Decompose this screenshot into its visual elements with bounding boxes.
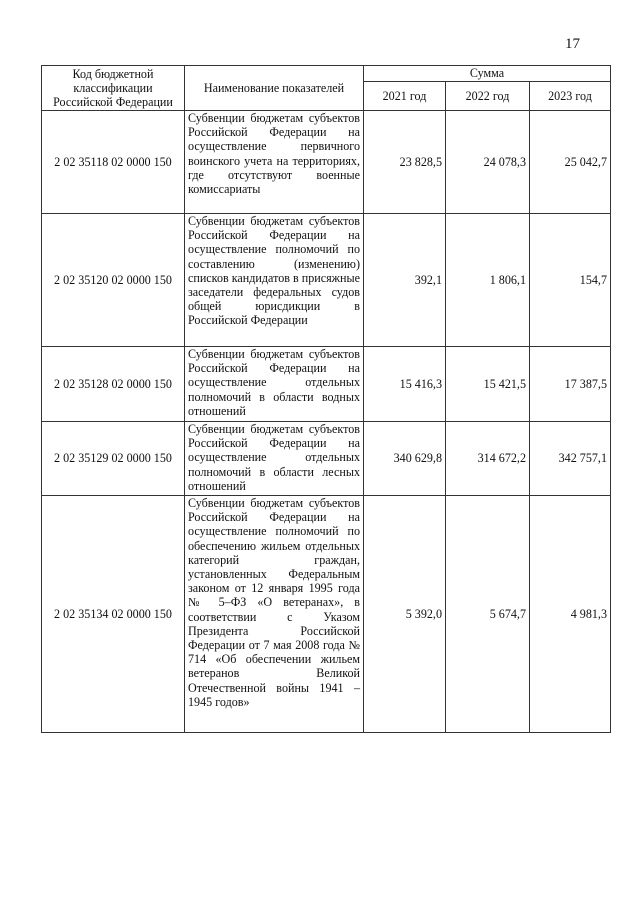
row-value-2022: 314 672,2 [446, 422, 530, 496]
table-row [42, 111, 611, 214]
row-value-2023: 25 042,7 [530, 111, 611, 214]
row-code: 2 02 35134 02 0000 150 [42, 496, 185, 733]
row-code: 2 02 35118 02 0000 150 [42, 111, 185, 214]
row-value-2022: 1 806,1 [446, 214, 530, 347]
row-name: Субвенции бюджетам субъектов Российской Федерации на осуществление первичного воинского учета на территориях, где отсутствуют военные комиссариаты [185, 111, 364, 214]
budget-table [41, 65, 611, 733]
row-value-2021: 15 416,3 [364, 347, 446, 422]
table-row [42, 422, 611, 496]
header-sum: Сумма [364, 66, 611, 82]
row-value-2021: 392,1 [364, 214, 446, 347]
row-value-2023: 342 757,1 [530, 422, 611, 496]
row-value-2023: 4 981,3 [530, 496, 611, 733]
row-code: 2 02 35128 02 0000 150 [42, 347, 185, 422]
table-row [42, 347, 611, 422]
header-code: Код бюджетной классификации Российской Федерации [42, 66, 185, 111]
row-value-2022: 15 421,5 [446, 347, 530, 422]
page-number: 17 [565, 36, 580, 52]
row-value-2021: 5 392,0 [364, 496, 446, 733]
table-header [42, 66, 611, 111]
header-year-2021: 2021 год [364, 82, 446, 111]
row-code: 2 02 35129 02 0000 150 [42, 422, 185, 496]
header-year-2022: 2022 год [446, 82, 530, 111]
table-row [42, 214, 611, 347]
row-value-2021: 340 629,8 [364, 422, 446, 496]
row-code: 2 02 35120 02 0000 150 [42, 214, 185, 347]
row-value-2022: 5 674,7 [446, 496, 530, 733]
row-value-2023: 154,7 [530, 214, 611, 347]
row-value-2022: 24 078,3 [446, 111, 530, 214]
row-name: Субвенции бюджетам субъектов Российской Федерации на осуществление полномочий по составлению (изменению) списков кандидатов в присяжные заседатели федеральных судов общей юрисдикции в Российской Федерации [185, 214, 364, 347]
table-row [42, 496, 611, 733]
row-name: Субвенции бюджетам субъектов Российской Федерации на осуществление отдельных полномочий в области водных отношений [185, 347, 364, 422]
row-value-2021: 23 828,5 [364, 111, 446, 214]
row-value-2023: 17 387,5 [530, 347, 611, 422]
row-name: Субвенции бюджетам субъектов Российской Федерации на осуществление отдельных полномочий в области лесных отношений [185, 422, 364, 496]
row-name: Субвенции бюджетам субъектов Российской Федерации на осуществление полномочий по обеспечению жильем отдельных категорий граждан, установленных Федеральным законом от 12 января 1995 года № 5–ФЗ «О ветеранах», в соответствии с Указом Президента Российской Федерации от 7 мая 2008 года № 714 «Об обеспечении жильем ветеранов Великой Отечественной войны 1941 – 1945 годов» [185, 496, 364, 733]
header-name: Наименование показателей [185, 66, 364, 111]
header-year-2023: 2023 год [530, 82, 611, 111]
